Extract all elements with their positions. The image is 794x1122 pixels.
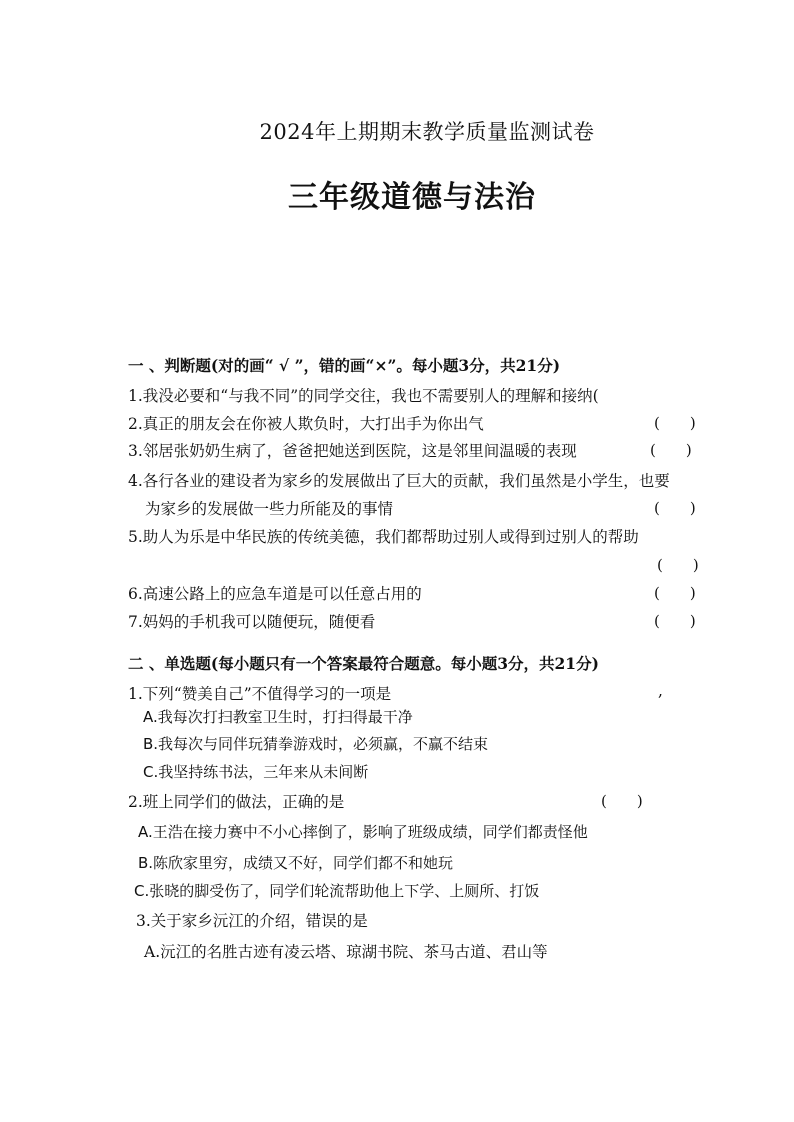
s2-q2-option-b[interactable]: B.陈欣家里穷，成绩又不好，同学们都不和她玩 [138, 854, 454, 872]
s2-question-3: 3.关于家乡沅江的介绍，错误的是 [136, 912, 368, 930]
section2-heading: 二 、单选题(每小题只有一个答案最符合题意。每小题3分，共21分) [128, 654, 599, 673]
s2-q1-option-b[interactable]: B.我每次与同伴玩猜拳游戏时，必须赢，不赢不结束 [143, 735, 489, 753]
s1-answer-paren-3[interactable]: ( ) [650, 441, 692, 459]
s1-question-4-line2: 为家乡的发展做一些力所能及的事情 [145, 500, 394, 518]
s2-question-2: 2.班上同学们的做法，正确的是 [128, 793, 345, 811]
subject-title: 三年级道德与法治 [288, 180, 536, 215]
exam-title: 2024年上期期末教学质量监测试卷 [259, 120, 595, 144]
s1-answer-paren-5[interactable]: ( ) [657, 556, 699, 574]
s1-question-3: 3.邻居张奶奶生病了，爸爸把她送到医院，这是邻里间温暖的表现 [128, 442, 577, 460]
s1-answer-paren-2[interactable]: ( ) [654, 414, 696, 432]
s1-question-6: 6.高速公路上的应急车道是可以任意占用的 [128, 585, 422, 603]
s1-question-4: 4.各行各业的建设者为家乡的发展做出了巨大的贡献，我们虽然是小学生，也要 [128, 472, 670, 490]
s1-question-7: 7.妈妈的手机我可以随便玩，随便看 [128, 613, 376, 631]
s1-answer-paren-7[interactable]: ( ) [654, 612, 696, 630]
s1-answer-paren-6[interactable]: ( ) [654, 584, 696, 602]
s2-answer-paren-2[interactable]: ( ) [601, 792, 643, 810]
s1-question-5: 5.助人为乐是中华民族的传统美德，我们都帮助过别人或得到过别人的帮助 [128, 528, 639, 546]
s2-question-1-mark: , [658, 682, 663, 700]
s1-question-1: 1.我没必要和“与我不同”的同学交往，我也不需要别人的理解和接纳( [128, 387, 599, 405]
s2-q2-option-c[interactable]: C.张晓的脚受伤了，同学们轮流帮助他上下学、上厕所、打饭 [134, 882, 540, 900]
s2-q3-option-a[interactable]: A.沅江的名胜古迹有凌云塔、琼湖书院、茶马古道、君山等 [144, 943, 548, 961]
s1-question-2: 2.真正的朋友会在你被人欺负时，大打出手为你出气 [128, 415, 484, 433]
s2-q1-option-a[interactable]: A.我每次打扫教室卫生时，打扫得最干净 [143, 708, 413, 726]
s1-answer-paren-4[interactable]: ( ) [654, 499, 696, 517]
s2-q2-option-a[interactable]: A.王浩在接力赛中不小心摔倒了，影响了班级成绩，同学们都责怪他 [138, 823, 588, 841]
s2-question-1: 1.下列“赞美自己”不值得学习的一项是 [128, 685, 392, 703]
section1-heading: 一 、判断题(对的画“ √ ”，错的画“×”。每小题3分，共21分) [128, 356, 561, 375]
s2-q1-option-c[interactable]: C.我坚持练书法，三年来从未间断 [143, 763, 369, 781]
